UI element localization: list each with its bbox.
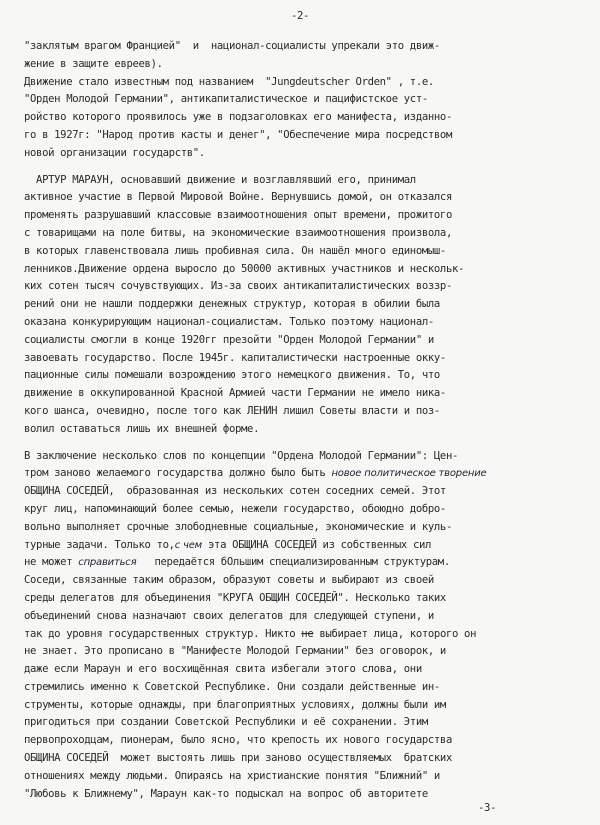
text-line: рений они не нашли поддержки денежных структур, которая в обилии была (24, 298, 440, 311)
text-line: кого шанса, очевидно, после того как ЛЕНИН лишил Советы власти и поз- (24, 404, 440, 417)
text-line: стремились именно к Советской Республике. Они создали действенные ин- (24, 680, 440, 693)
text-line (24, 537, 584, 555)
text-line: го в 1927г: "Народ против касты и денег", "Обеспечение мира посредством (24, 128, 452, 141)
text-line: первопроходцам, пионерам, было ясно, что крепость их нового государства (24, 734, 452, 747)
text-line: струменты, которые однажды, при благоприятных условиях, должны были им (24, 698, 446, 711)
text-line: ОБЩИНА СОСЕДЕЙ, образованная из нескольких сотен соседних семей. Этот (24, 485, 446, 498)
text-line: новой организации государств". (24, 146, 205, 159)
text-line: даже если Мараун и его восхищённая свита избегали этого слова, они (24, 663, 422, 676)
text-line (24, 554, 584, 572)
typed-text: так до уровня государственных структур. Никто (24, 627, 302, 640)
text-line: Движение стало известным под названием "Jungdeutscher Orden" , т.е. (24, 75, 434, 88)
text-line: оказана конкурирующим национал-социалистам. Только поэтому национал- (24, 315, 434, 328)
text-line: с товарищами на поле битвы, на экономические взаимоотношения произвола, (24, 226, 452, 239)
text-line: отношениях между людьми. Опираясь на христианские понятия "Ближний" и (24, 769, 440, 782)
text-line: ройство которого проявилось уже в подзаголовках его манифеста, изданно- (24, 111, 452, 124)
handwritten-insertion: новое политическое творение (331, 468, 487, 480)
text-line: в которых главенствовала лишь пробивная сила. Он нашёл много единомыш- (24, 244, 446, 257)
typed-text: тром заново желаемого государства должно было быть (24, 467, 332, 480)
text-line: ленников.Движение ордена выросло до 50000 активных участников и нескольк- (24, 262, 465, 275)
text-line: пригодиться при создании Советской Республики и её сохранении. Этим (24, 716, 428, 729)
text-line: В заключение несколько слов по концепции "Ордена Молодой Германии": Цен- (24, 449, 459, 462)
text-line: АРТУР МАРАУН, основавший движение и возглавлявший его, принимал (24, 173, 416, 186)
text-line: социалисты смогли в конце 1920гг презойти "Орден Молодой Германии" и (24, 333, 434, 346)
text-line: объединений снова назначают своих делегатов для следующей ступени, и (24, 609, 434, 622)
text-line: променять разрушавший классовые взаимоотношения опыт времени, прожитого (24, 209, 452, 222)
text-line: жение в защите евреев). (24, 57, 163, 70)
page-number-top: -2- (290, 10, 310, 22)
text-line: вольно выполняет срочные злободневные социальные, экономические и куль- (24, 520, 452, 533)
typed-text: эта ОБЩИНА СОСЕДЕЙ из собственных сил (202, 538, 432, 551)
text-line: ОБЩИНА СОСЕДЕЙ может выстоять лишь при заново осуществляемых братских (24, 752, 452, 765)
page-number-bottom: -3- (478, 802, 497, 814)
document-body (24, 38, 584, 803)
text-line: не знает. Это прописано в "Манифесте Молодой Германии" без оговорок, и (24, 645, 446, 658)
text-line (24, 626, 584, 644)
text-line: пационные силы помешали возрождению этого немецкого движения. То, что (24, 369, 440, 382)
typed-text: турные задачи. Только то, (24, 538, 175, 551)
text-line: волил оставаться лишь их внешней форме. (24, 422, 260, 435)
text-line (24, 465, 584, 483)
text-line: движение в оккупированной Красной Армией части Германии не имело ника- (24, 387, 446, 400)
paragraph-1 (24, 38, 584, 163)
handwritten-insertion: с чем (174, 539, 202, 551)
typed-text: выбирает лица, которого он (313, 627, 477, 640)
typed-text: передаётся бОльшим специализированным структурам. (136, 556, 450, 569)
handwritten-insertion: справиться (78, 557, 137, 569)
typed-text: не может (24, 556, 79, 569)
text-line: круг лиц, напоминающий более семью, нежели государство, обоюдно добро- (24, 502, 446, 515)
text-line: "заклятым врагом Францией" и национал-социалисты упрекали это движ- (24, 40, 440, 52)
text-line: ких сотен тысяч сочувствующих. Из-за своих антикапиталистических воззр- (24, 280, 452, 293)
text-line: Соседи, связанные таким образом, образуют советы и выбирают из своей (24, 574, 434, 587)
text-line: активное участие в Первой Мировой Войне. Вернувшись домой, он отказался (24, 191, 452, 204)
struck-out-word: не (301, 627, 314, 640)
text-line: среды делегатов для объединения "КРУГА ОБЩИН СОСЕДЕЙ". Несколько таких (24, 591, 446, 604)
text-line: завоевать государство. После 1945г. капиталистически настроенные окку- (24, 351, 446, 364)
paragraph-2 (24, 172, 584, 439)
text-line: "Любовь к Ближнему", Мараун как-то подыскал на вопрос об авторитете (24, 787, 428, 800)
paragraph-3 (24, 448, 584, 804)
text-line: "Орден Молодой Германии", антикапиталистическое и пацифистское уст- (24, 93, 428, 106)
